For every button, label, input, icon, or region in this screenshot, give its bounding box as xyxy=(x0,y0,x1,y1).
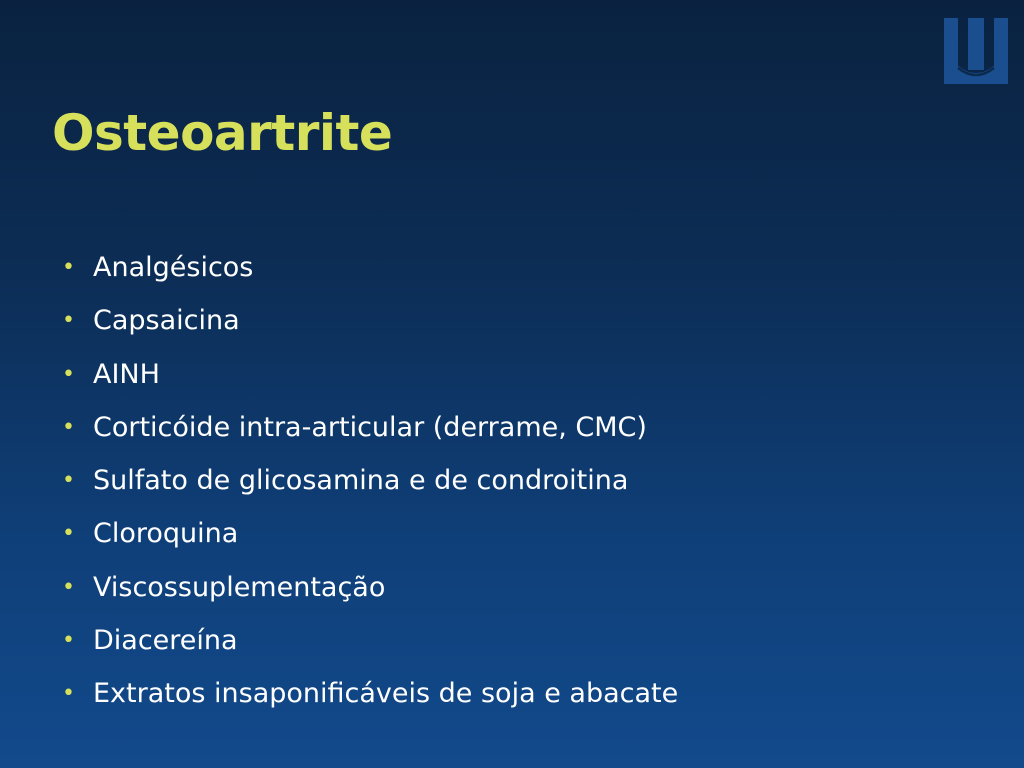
list-item xyxy=(60,351,678,404)
slide-title: Osteoartrite xyxy=(52,104,393,162)
bullet-icon: • xyxy=(62,521,75,547)
bullet-icon: • xyxy=(62,414,75,440)
institution-logo-icon xyxy=(944,18,1008,84)
bullet-icon: • xyxy=(62,255,75,280)
list-item-text: Sulfato de glicosamina e de condroitina xyxy=(93,465,629,497)
bullet-icon: • xyxy=(62,468,75,494)
list-item xyxy=(60,617,678,670)
list-item-text: Corticóide intra-articular (derrame, CMC) xyxy=(93,411,647,443)
bullet-list xyxy=(60,244,678,724)
list-item-text: Diacereína xyxy=(93,625,238,657)
list-item-text: AINH xyxy=(93,358,160,390)
list-item-text: Capsaicina xyxy=(93,305,240,337)
list-item xyxy=(60,404,678,457)
bullet-icon: • xyxy=(62,361,75,387)
bullet-icon: • xyxy=(62,681,75,707)
list-item xyxy=(60,564,678,617)
list-item-text: Cloroquina xyxy=(93,518,239,550)
list-item xyxy=(60,244,678,297)
bullet-icon: • xyxy=(62,574,75,600)
list-item-text: Analgésicos xyxy=(93,252,254,283)
bullet-icon: • xyxy=(62,308,75,334)
bullet-icon: • xyxy=(62,628,75,654)
list-item xyxy=(60,670,678,723)
list-item-text: Viscossuplementação xyxy=(93,571,386,603)
list-item xyxy=(60,457,678,510)
list-item-text: Extratos insaponificáveis de soja e abacate xyxy=(93,678,679,710)
list-item xyxy=(60,510,678,563)
list-item xyxy=(60,297,678,350)
